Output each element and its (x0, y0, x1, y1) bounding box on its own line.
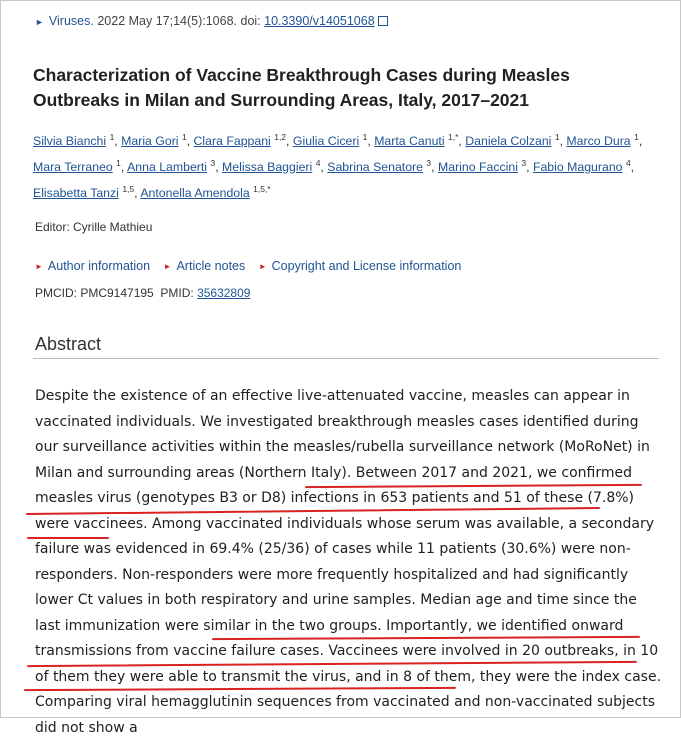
author-name-link[interactable]: Silvia Bianchi (33, 134, 107, 148)
citation-details: . 2022 May 17;14(5):1068. doi: (90, 14, 265, 28)
author-list: Silvia Bianchi $^1$, Maria Gori $^1$, Clara Fappani $^{1,2}$, Giulia Ciceri $^1$, Marta Canuti $^{1,*}$, Daniela Colzani $^1$, Marco Dura $^1$, Mara Terraneo $^1$, Anna Lamberti $^3$, Melissa Baggieri $^4$, Sabrina Senatore $^3$, Marino Faccini $^3$, Fabio Magurano $^4$, Elisabetta Tanzi $^{1,5}$, Antonella Amendola $^{1,5,*}$ (33, 132, 643, 200)
author-affiliation[interactable]: 3 (426, 158, 432, 168)
author-name-link[interactable]: Melissa Baggieri (222, 160, 313, 174)
article-notes-link[interactable]: Article notes (176, 259, 246, 273)
author-entry (140, 186, 270, 200)
author-affiliation[interactable]: 1 (634, 132, 639, 142)
author-name-link[interactable]: Mara Terraneo (33, 160, 113, 174)
author-entry (194, 134, 287, 148)
author-entry (327, 160, 431, 174)
author-name-link[interactable]: Elisabetta Tanzi (33, 186, 119, 200)
pmid-label: PMID: (160, 286, 198, 300)
author-affiliation[interactable]: 1,2 (274, 132, 287, 142)
collapse-triangle-icon[interactable]: ► (35, 17, 44, 27)
abstract-part-3: . Comparing viral hemagglutinin sequences from vaccinated and non-vaccinated subjects did not show a (35, 668, 662, 736)
author-name-link[interactable]: Giulia Ciceri (292, 134, 360, 148)
article-links (35, 259, 471, 273)
article-title: Characterization of Vaccine Breakthrough Cases during Measles Outbreaks in Milan and Surrounding Areas, Italy, 2017–2021 (33, 65, 570, 110)
author-affiliation[interactable]: 1 (116, 158, 121, 168)
pmcid: PMCID: PMC9147195 (35, 286, 154, 300)
author-name-link[interactable]: Anna Lamberti (127, 160, 208, 174)
author-affiliation[interactable]: 1 (362, 132, 368, 142)
article-ids (35, 286, 250, 300)
author-affiliation[interactable]: 4 (625, 158, 631, 168)
heading-divider (33, 358, 659, 359)
abstract-heading: Abstract (35, 334, 102, 354)
author-entry (33, 186, 134, 200)
author-entry (222, 160, 320, 174)
author-affiliation[interactable]: 1,5,* (253, 184, 271, 194)
author-name-link[interactable]: Sabrina Senatore (327, 160, 423, 174)
expand-arrow-icon: ► (163, 262, 172, 271)
author-entry (293, 134, 367, 148)
author-name-link[interactable]: Marco Dura (566, 134, 631, 148)
author-entry (438, 160, 526, 174)
author-entry (33, 134, 114, 148)
copyright-link[interactable]: Copyright and License information (271, 259, 462, 273)
author-entry (127, 160, 215, 174)
author-affiliation[interactable]: 1 (109, 132, 115, 142)
author-affiliation[interactable]: 1,* (448, 132, 459, 142)
author-entry (121, 134, 187, 148)
editor-line: Editor: Cyrille Mathieu (35, 220, 153, 234)
abstract-part-1: Despite the existence of an effective live-attenuated vaccine, measles can appear in vaccinated individuals. We investigated breakthrough measles cases identified during our surveillance activities within the measles/rubella surveillance network (MoRoNet) in Milan and surrounding areas (Northern Italy). (35, 388, 650, 481)
author-entry (374, 134, 458, 148)
highlight-onward-transmission: Importantly, we identified onward transmissions from vaccine failure cases. Vaccinees were involved in 20 outbreaks, in 10 of them they were able to transmit the virus, and in 8 of them, they were the index case (35, 617, 659, 685)
author-name-link[interactable]: Antonella Amendola (140, 186, 250, 200)
author-affiliation[interactable]: 1 (181, 132, 187, 142)
highlight-breakthrough-cases: Between 2017 and 2021, we confirmed measles virus (genotypes B3 or D8) infections in 653 patients and 51 of these (7.8%) were vaccinees (35, 464, 635, 532)
author-information-link[interactable]: Author information (47, 259, 151, 273)
journal-name[interactable]: Viruses (48, 14, 91, 28)
abstract-part-2: . Among vaccinated individuals whose serum was available, a secondary failure was evidenced in 69.4% (25/36) of cases while 11 patients (30.6%) were non-responders. Non-responders were more frequently hospitalized and had significantly lower Ct values in both respiratory and urine samples. Median age and time since the last immunization were similar in the two groups. (35, 515, 655, 634)
external-link-icon[interactable] (378, 16, 388, 26)
author-affiliation[interactable]: 3 (521, 158, 527, 168)
doi-link[interactable]: 10.3390/v14051068 (264, 14, 375, 28)
author-name-link[interactable]: Clara Fappani (193, 134, 271, 148)
expand-arrow-icon: ► (258, 262, 267, 271)
red-underline (27, 537, 109, 539)
author-affiliation[interactable]: 4 (315, 158, 321, 168)
author-entry (465, 134, 559, 148)
author-name-link[interactable]: Daniela Colzani (465, 134, 552, 148)
author-name-link[interactable]: Maria Gori (121, 134, 179, 148)
author-entry (533, 160, 631, 174)
author-name-link[interactable]: Marino Faccini (437, 160, 518, 174)
author-name-link[interactable]: Fabio Magurano (532, 160, 623, 174)
author-affiliation[interactable]: 3 (210, 158, 216, 168)
author-name-link[interactable]: Marta Canuti (374, 134, 445, 148)
author-affiliation[interactable]: 1,5 (122, 184, 135, 194)
pmid-link[interactable]: 35632809 (197, 286, 251, 300)
author-entry (566, 134, 638, 148)
author-entry (33, 160, 121, 174)
expand-arrow-icon: ► (35, 262, 43, 271)
citation-line (35, 14, 388, 28)
author-affiliation[interactable]: 1 (554, 132, 560, 142)
